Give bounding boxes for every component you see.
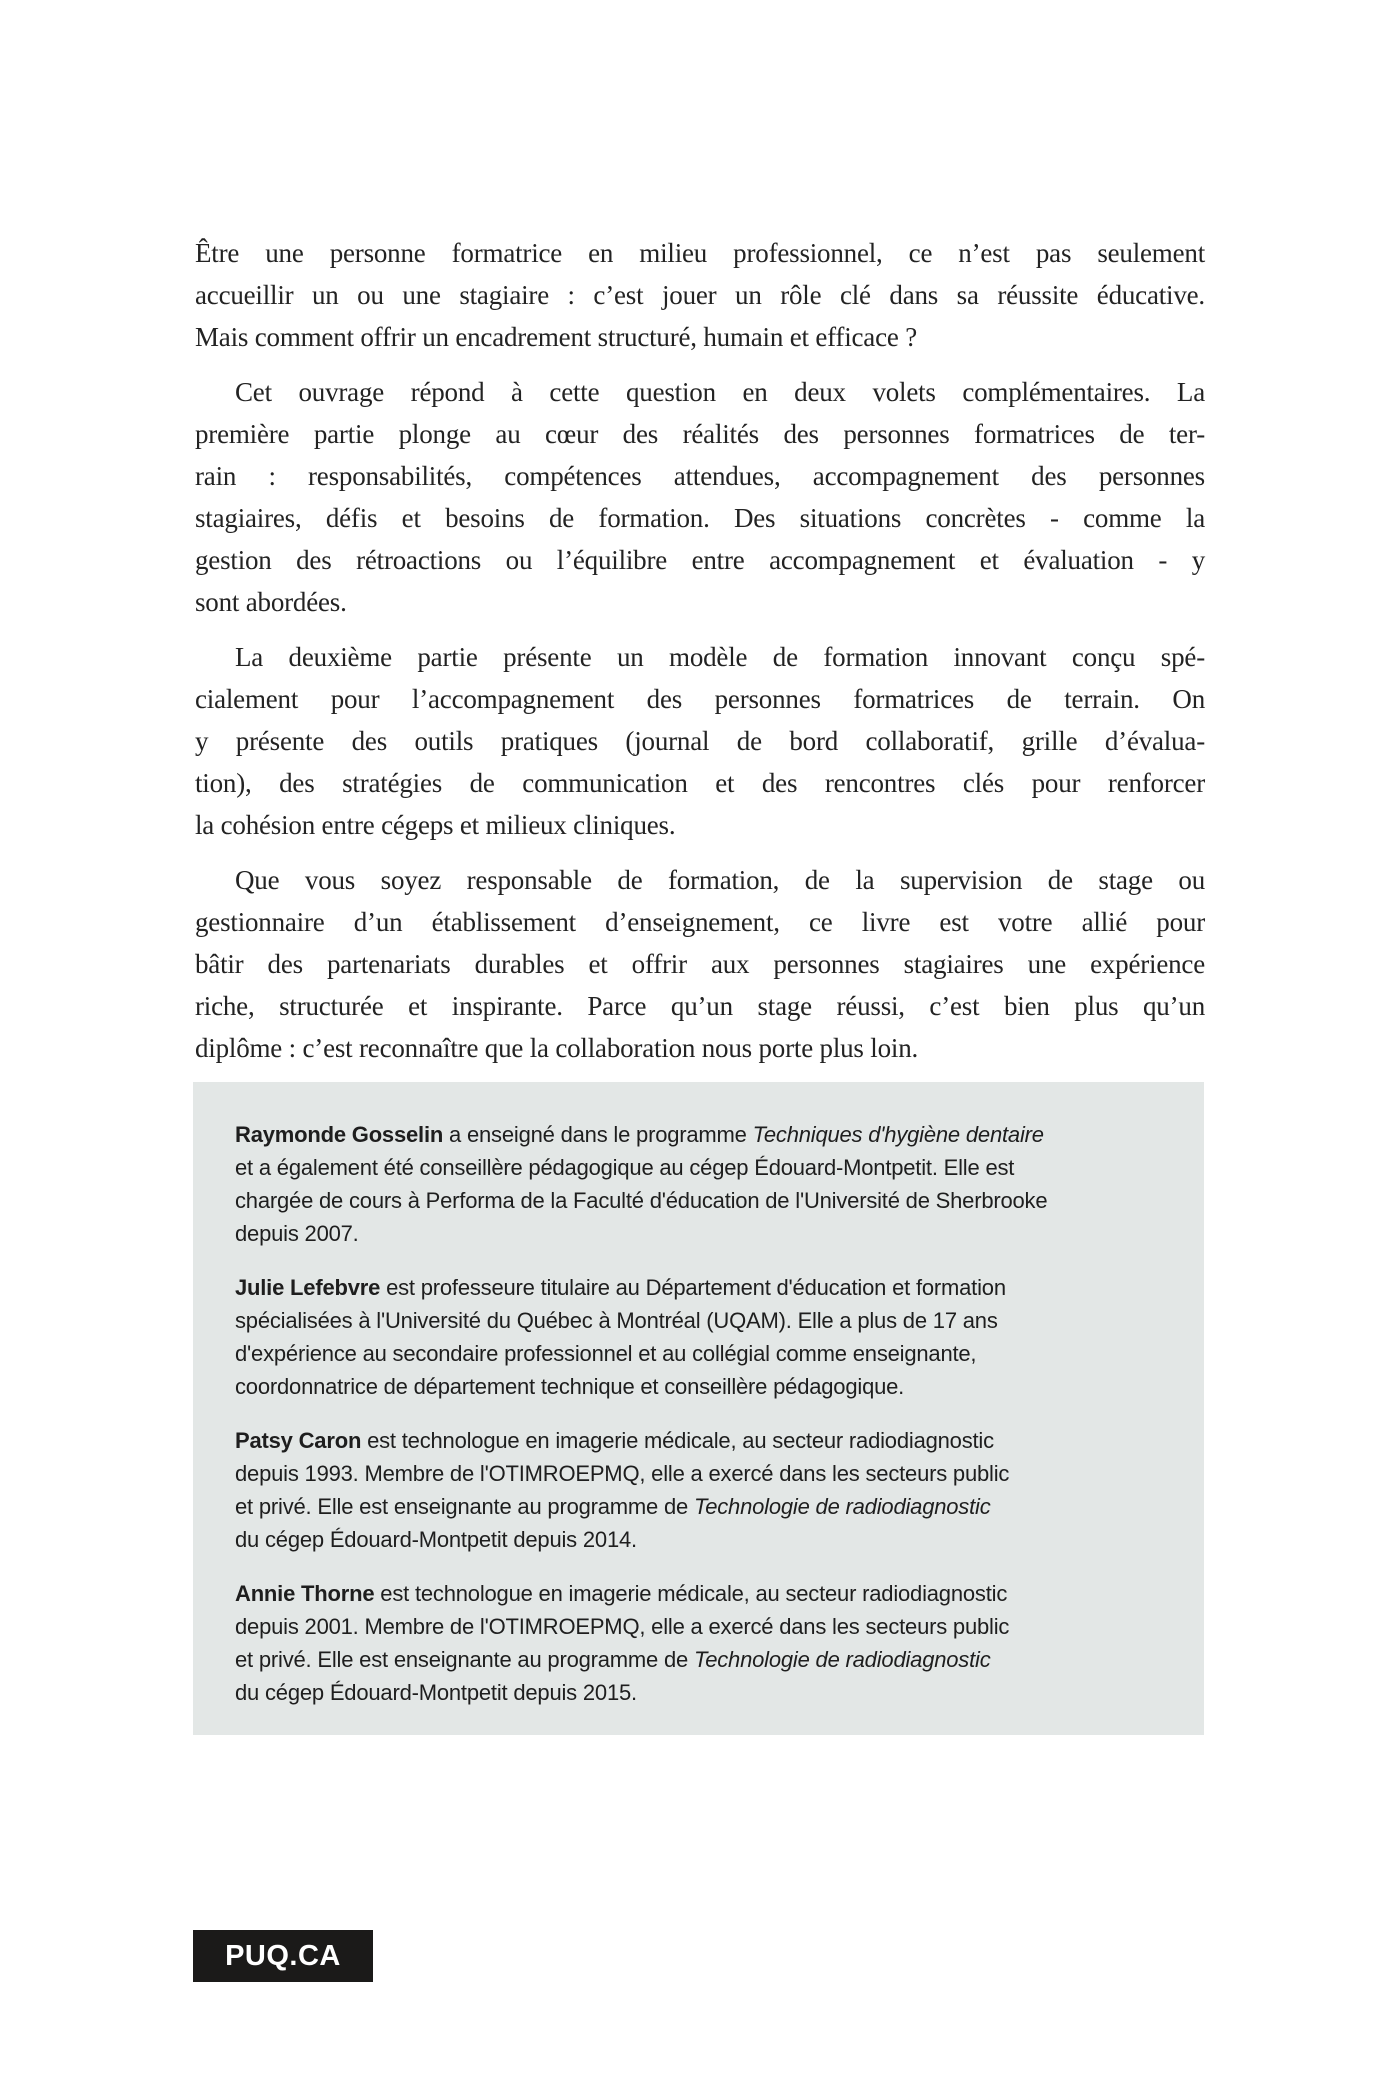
author-bio: [235, 1118, 1162, 1250]
bio-line: du cégep Édouard-Montpetit depuis 2014.: [235, 1527, 637, 1552]
text-line: première partie plonge au cœur des réalités des personnes formatrices de ter-: [195, 419, 1205, 449]
text-line: gestionnaire d’un établissement d’enseignement, ce livre est votre allié pour: [195, 907, 1205, 937]
bio-line: depuis 2007.: [235, 1221, 359, 1246]
author-bio: [235, 1577, 1162, 1709]
body-paragraph: [195, 859, 1205, 1069]
text-line: Mais comment offrir un encadrement structuré, humain et efficace ?: [195, 322, 917, 352]
body-text: [195, 232, 1205, 1069]
text-line: tion), des stratégies de communication et des rencontres clés pour renforcer: [195, 768, 1205, 798]
text-line: riche, structurée et inspirante. Parce qu’un stage réussi, c’est bien plus qu’un: [195, 991, 1205, 1021]
text-line: gestion des rétroactions ou l’équilibre entre accompagnement et évaluation - y: [195, 545, 1205, 575]
bio-line: coordonnatrice de département technique et conseillère pédagogique.: [235, 1374, 905, 1399]
text-line: diplôme : c’est reconnaître que la collaboration nous porte plus loin.: [195, 1033, 919, 1063]
text-line: accueillir un ou une stagiaire : c’est jouer un rôle clé dans sa réussite éducative.: [195, 280, 1205, 310]
text-line: Être une personne formatrice en milieu professionnel, ce n’est pas seulement: [195, 238, 1205, 268]
text-line: sont abordées.: [195, 587, 347, 617]
bio-line: depuis 1993. Membre de l'OTIMROEPMQ, elle a exercé dans les secteurs public: [235, 1461, 1010, 1486]
text-line: bâtir des partenariats durables et offrir aux personnes stagiaires une expérience: [195, 949, 1205, 979]
text-line: y présente des outils pratiques (journal de bord collaboratif, grille d’évalua-: [195, 726, 1205, 756]
bio-line: Raymonde Gosselin a enseigné dans le programme Techniques d'hygiène dentaire: [235, 1122, 1044, 1147]
text-line: rain : responsabilités, compétences attendues, accompagnement des personnes: [195, 461, 1205, 491]
puq-logo-label: PUQ.CA: [225, 1939, 341, 1972]
bio-line: du cégep Édouard-Montpetit depuis 2015.: [235, 1680, 637, 1705]
author-bios-box: [193, 1082, 1204, 1735]
body-paragraph: [195, 371, 1205, 623]
bio-line: d'expérience au secondaire professionnel et au collégial comme enseignante,: [235, 1341, 977, 1366]
bio-line: chargée de cours à Performa de la Faculté d'éducation de l'Université de Sherbrooke: [235, 1188, 1048, 1213]
body-paragraph: [195, 232, 1205, 358]
bio-line: et privé. Elle est enseignante au programme de Technologie de radiodiagnostic: [235, 1494, 991, 1519]
puq-logo: [193, 1930, 373, 1982]
body-paragraph: [195, 636, 1205, 846]
bio-line: et privé. Elle est enseignante au programme de Technologie de radiodiagnostic: [235, 1647, 991, 1672]
text-line: Cet ouvrage répond à cette question en deux volets complémentaires. La: [235, 377, 1205, 407]
text-line: stagiaires, défis et besoins de formation. Des situations concrètes - comme la: [195, 503, 1205, 533]
author-bio: [235, 1424, 1162, 1556]
bio-line: et a également été conseillère pédagogique au cégep Édouard-Montpetit. Elle est: [235, 1155, 1015, 1180]
author-bio: [235, 1271, 1162, 1403]
text-line: cialement pour l’accompagnement des personnes formatrices de terrain. On: [195, 684, 1205, 714]
bio-line: Annie Thorne est technologue en imagerie médicale, au secteur radiodiagnostic: [235, 1581, 1008, 1606]
bio-line: Julie Lefebvre est professeure titulaire au Département d'éducation et formation: [235, 1275, 1006, 1300]
bio-line: Patsy Caron est technologue en imagerie médicale, au secteur radiodiagnostic: [235, 1428, 994, 1453]
text-line: La deuxième partie présente un modèle de formation innovant conçu spé-: [235, 642, 1205, 672]
author-bios-list: [235, 1118, 1162, 1709]
text-line: Que vous soyez responsable de formation, de la supervision de stage ou: [235, 865, 1205, 895]
text-line: la cohésion entre cégeps et milieux cliniques.: [195, 810, 676, 840]
bio-line: depuis 2001. Membre de l'OTIMROEPMQ, elle a exercé dans les secteurs public: [235, 1614, 1010, 1639]
bio-line: spécialisées à l'Université du Québec à Montréal (UQAM). Elle a plus de 17 ans: [235, 1308, 998, 1333]
